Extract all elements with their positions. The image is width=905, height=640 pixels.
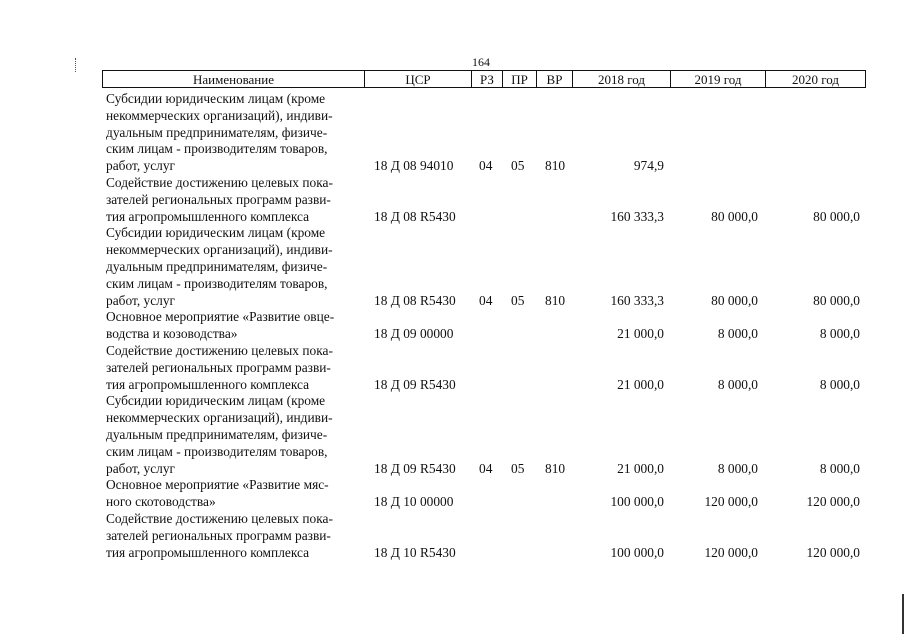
row-name [106, 225, 368, 309]
table-header [102, 70, 866, 88]
cell-csr: 18 Д 10 R5430 [374, 544, 456, 560]
row-name [106, 477, 368, 511]
row-name-line: работ, услуг [106, 460, 176, 476]
page-edge-mark [902, 594, 904, 634]
cell-csr: 18 Д 09 R5430 [374, 460, 456, 476]
row-name-line: Основное мероприятие «Развитие овце- [106, 309, 335, 325]
row-name-line: Содействие достижению целевых пока- [106, 175, 333, 190]
cell-y2019: 120 000,0 [704, 494, 758, 510]
header-pr: ПР [503, 71, 537, 87]
cell-vr: 810 [545, 460, 566, 476]
row-name-line: некоммерческих организаций), индиви- [106, 242, 333, 258]
table-row [0, 511, 905, 561]
row-name-line: тия агропромышленного комплекса [106, 208, 310, 224]
cell-y2018: 160 333,3 [610, 292, 664, 308]
row-name [106, 511, 368, 561]
row-name [106, 309, 368, 343]
page-number: 164 [472, 55, 490, 69]
cell-pr: 05 [511, 460, 525, 476]
table-row [0, 175, 905, 225]
cell-y2018: 21 000,0 [617, 460, 664, 476]
row-name-line: водства и козоводства» [106, 326, 238, 342]
row-name-line: тия агропромышленного комплекса [106, 376, 310, 392]
row-name-line: зателей региональных программ разви- [106, 359, 331, 375]
cell-y2018: 100 000,0 [610, 544, 664, 560]
cell-rz: 04 [479, 460, 493, 476]
row-name-line: работ, услуг [106, 292, 176, 308]
margin-scan-mark [75, 58, 78, 72]
cell-csr: 18 Д 08 R5430 [374, 292, 456, 308]
row-name-line: зателей региональных программ разви- [106, 527, 331, 543]
header-name: Наименование [103, 71, 365, 87]
row-name-line: ским лицам - производителям товаров, [106, 141, 328, 157]
row-name-line: зателей региональных программ разви- [106, 191, 331, 207]
cell-y2020: 80 000,0 [813, 208, 860, 224]
cell-y2019: 8 000,0 [717, 460, 758, 476]
row-name-line: тия агропромышленного комплекса [106, 544, 310, 560]
cell-csr: 18 Д 08 94010 [374, 158, 454, 174]
row-name-line: Субсидии юридическим лицам (кроме [106, 225, 326, 241]
cell-csr: 18 Д 08 R5430 [374, 208, 456, 224]
cell-y2019: 120 000,0 [704, 544, 758, 560]
row-name-line: работ, услуг [106, 158, 176, 174]
cell-vr: 810 [545, 292, 566, 308]
row-name-line: дуальным предпринимателям, физиче- [106, 258, 328, 274]
row-name-line: Содействие достижению целевых пока- [106, 343, 333, 358]
cell-y2020: 8 000,0 [819, 376, 860, 392]
cell-csr: 18 Д 09 00000 [374, 326, 454, 342]
cell-y2020: 8 000,0 [819, 460, 860, 476]
cell-pr: 05 [511, 158, 525, 174]
row-name-line: ного скотоводства» [106, 494, 216, 510]
header-rz: РЗ [472, 71, 503, 87]
row-name [106, 175, 368, 225]
cell-csr: 18 Д 10 00000 [374, 494, 454, 510]
cell-pr: 05 [511, 292, 525, 308]
cell-rz: 04 [479, 158, 493, 174]
cell-y2019: 8 000,0 [717, 376, 758, 392]
table-row [0, 309, 905, 343]
header-csr: ЦСР [365, 71, 472, 87]
cell-y2020: 120 000,0 [806, 494, 860, 510]
row-name-line: дуальным предпринимателям, физиче- [106, 426, 328, 442]
cell-y2020: 8 000,0 [819, 326, 860, 342]
row-name-line: Основное мероприятие «Развитие мяс- [106, 477, 329, 493]
cell-y2020: 80 000,0 [813, 292, 860, 308]
header-2019: 2019 год [671, 71, 766, 87]
cell-y2018: 100 000,0 [610, 494, 664, 510]
row-name-line: дуальным предпринимателям, физиче- [106, 124, 328, 140]
row-name-line: Субсидии юридическим лицам (кроме [106, 91, 326, 106]
row-name-line: некоммерческих организаций), индиви- [106, 410, 333, 426]
cell-rz: 04 [479, 292, 493, 308]
row-name-line: Содействие достижению целевых пока- [106, 511, 333, 526]
row-name-line: ским лицам - производителям товаров, [106, 275, 328, 291]
cell-y2018: 160 333,3 [610, 208, 664, 224]
cell-y2020: 120 000,0 [806, 544, 860, 560]
cell-y2018: 21 000,0 [617, 376, 664, 392]
table-row [0, 225, 905, 309]
table-row [0, 393, 905, 477]
cell-y2019: 80 000,0 [711, 208, 758, 224]
cell-y2018: 21 000,0 [617, 326, 664, 342]
row-name-line: Субсидии юридическим лицам (кроме [106, 393, 326, 409]
row-name-line: некоммерческих организаций), индиви- [106, 107, 333, 123]
row-name [106, 393, 368, 477]
cell-y2019: 80 000,0 [711, 292, 758, 308]
cell-csr: 18 Д 09 R5430 [374, 376, 456, 392]
table-row [0, 343, 905, 393]
cell-y2019: 8 000,0 [717, 326, 758, 342]
row-name [106, 91, 368, 175]
header-vr: ВР [537, 71, 573, 87]
cell-y2018: 974,9 [633, 158, 664, 174]
row-name-line: ским лицам - производителям товаров, [106, 443, 328, 459]
row-name [106, 343, 368, 393]
table-row [0, 477, 905, 511]
header-2020: 2020 год [792, 72, 839, 87]
table-row [0, 91, 905, 175]
cell-vr: 810 [545, 158, 566, 174]
header-2018: 2018 год [573, 71, 671, 87]
